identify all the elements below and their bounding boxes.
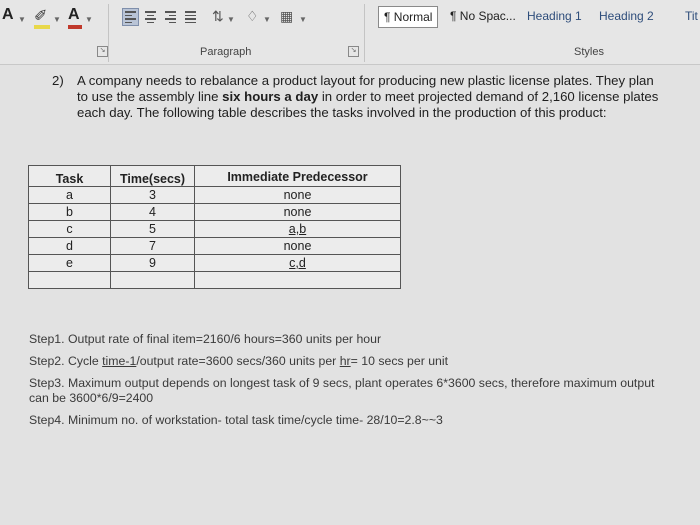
cell-predecessor: none	[195, 187, 401, 204]
cell-task: e	[29, 255, 111, 272]
cell-task	[29, 272, 111, 289]
cell-predecessor: none	[195, 238, 401, 255]
table-header-row	[29, 166, 401, 187]
table-row	[29, 187, 401, 204]
cell-time	[111, 272, 195, 289]
chevron-down-icon[interactable]: ▼	[299, 15, 307, 24]
font-color-button[interactable]: A	[2, 6, 14, 23]
question-number: 2)	[52, 73, 64, 88]
chevron-down-icon[interactable]: ▼	[18, 15, 26, 24]
cell-task: d	[29, 238, 111, 255]
step-4: Step4. Minimum no. of workstation- total task time/cycle time- 28/10=2.8~~3	[29, 413, 443, 427]
step-2-text: Step2. Cycle	[29, 354, 103, 368]
ribbon-divider	[364, 4, 365, 62]
cell-task: a	[29, 187, 111, 204]
table-row	[29, 255, 401, 272]
highlighter-icon[interactable]: ✐	[34, 8, 48, 25]
ribbon-toolbar	[0, 0, 700, 65]
alignment-group	[122, 8, 199, 26]
table-row	[29, 204, 401, 221]
borders-icon[interactable]: ▦	[280, 8, 294, 24]
step-2-text-mid: /output rate=3600 secs/360 units per	[136, 354, 340, 368]
text-color-button[interactable]: A	[68, 6, 80, 23]
cell-task: c	[29, 221, 111, 238]
document-page	[0, 65, 700, 525]
cell-time: 5	[111, 221, 195, 238]
cell-time: 4	[111, 204, 195, 221]
style-heading-1[interactable]: Heading 1	[527, 9, 582, 23]
style-no-spacing[interactable]: ¶ No Spac...	[450, 9, 516, 23]
step-2	[29, 354, 669, 369]
question-paragraph	[52, 73, 662, 121]
header-predecessor: Immediate Predecessor	[195, 166, 401, 187]
header-task: Task	[29, 166, 111, 187]
dialog-launcher-icon[interactable]: ↘	[97, 46, 108, 57]
align-center-button[interactable]	[142, 8, 159, 26]
table-row	[29, 238, 401, 255]
style-heading-2[interactable]: Heading 2	[599, 9, 654, 23]
justify-button[interactable]	[182, 8, 199, 26]
step-3: Step3. Maximum output depends on longest task of 9 secs, plant operates 6*3600 secs, therefore maximum output can be 3600*6/9=2400	[29, 376, 655, 405]
highlight-color-bar	[34, 25, 50, 29]
step-2-underlined-hr: hr	[339, 354, 351, 368]
chevron-down-icon[interactable]: ▼	[227, 15, 235, 24]
cell-time: 3	[111, 187, 195, 204]
cell-task: b	[29, 204, 111, 221]
cell-time: 7	[111, 238, 195, 255]
tasks-table	[28, 165, 401, 289]
style-normal[interactable]: ¶ Normal	[378, 6, 438, 28]
step-2-underlined: time-1	[102, 354, 137, 368]
question-text: A company needs to rebalance a product layout for producing new plastic license plates. They plan to use the assembly line	[77, 73, 654, 104]
solution-steps	[29, 332, 669, 435]
align-right-button[interactable]	[162, 8, 179, 26]
question-bold-text: six hours a day	[222, 89, 319, 104]
ribbon-divider	[108, 4, 109, 62]
cell-predecessor: a,b	[195, 221, 401, 238]
step-2-text-end: = 10 secs per unit	[350, 354, 449, 368]
align-left-button[interactable]	[122, 8, 139, 26]
chevron-down-icon[interactable]: ▼	[263, 15, 271, 24]
line-spacing-icon[interactable]: ⇅	[212, 8, 224, 24]
cell-predecessor: none	[195, 204, 401, 221]
table-row	[29, 221, 401, 238]
paragraph-group-label: Paragraph	[200, 46, 252, 58]
style-title[interactable]: Tit	[685, 9, 698, 23]
chevron-down-icon[interactable]: ▼	[53, 15, 61, 24]
cell-predecessor: c,d	[195, 255, 401, 272]
header-time: Time(secs)	[111, 166, 195, 187]
table-row	[29, 272, 401, 289]
chevron-down-icon[interactable]: ▼	[85, 15, 93, 24]
styles-group-label: Styles	[574, 46, 604, 58]
text-color-bar	[68, 25, 82, 29]
step-1: Step1. Output rate of final item=2160/6 hours=360 units per hour	[29, 332, 382, 346]
cell-predecessor	[195, 272, 401, 289]
shading-icon[interactable]: ♢	[246, 8, 259, 24]
question-text-end: in order to meet projected demand of 2,160 license plates each day. The following table describes the tasks involved in the production of this product:	[77, 89, 659, 120]
cell-time: 9	[111, 255, 195, 272]
dialog-launcher-icon[interactable]: ↘	[348, 46, 359, 57]
